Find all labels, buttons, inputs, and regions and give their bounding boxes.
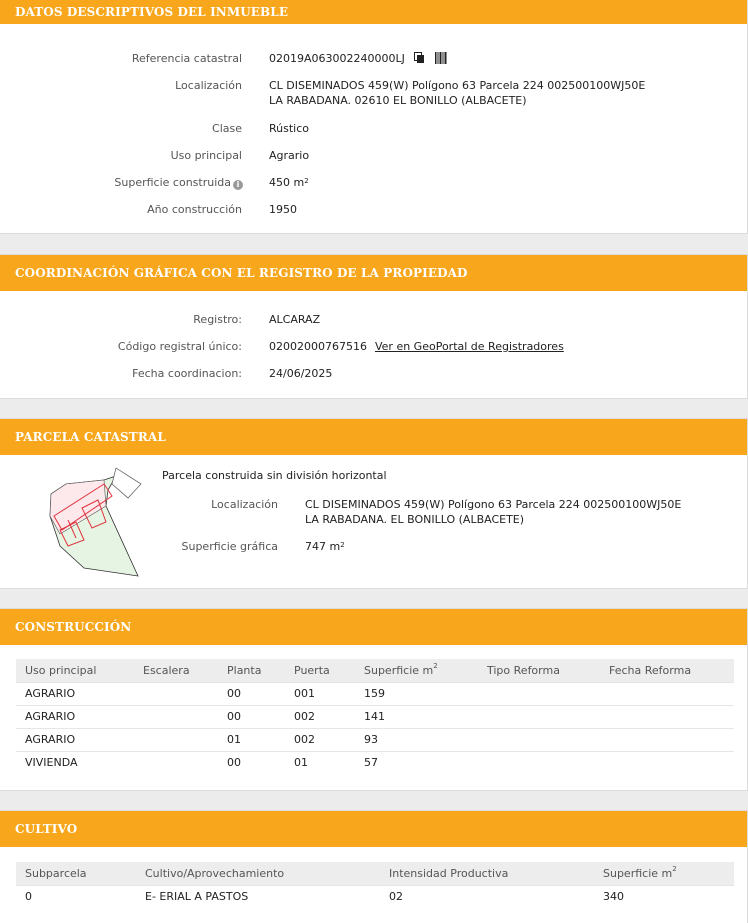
geoportal-link[interactable]: Ver en GeoPortal de Registradores: [374, 340, 564, 353]
row-fecha: [0, 366, 748, 382]
uso-value: Agrario: [269, 149, 310, 162]
col-escalera: Escalera: [134, 659, 218, 682]
col-uso: Uso principal: [16, 659, 134, 682]
clase-value: Rústico: [269, 122, 309, 135]
referencia-value: 02019A063002240000LJ: [269, 52, 405, 65]
parcela-superficie-value: 747 m: [305, 540, 341, 553]
superficie-value: 450 m: [269, 176, 305, 189]
label-parcela-localizacion: Localización: [211, 498, 278, 511]
cultivo-table: [16, 862, 734, 908]
row-uso: [0, 148, 748, 164]
panel-construccion: [0, 608, 748, 791]
parcela-loc-line2: LA RABADANA. EL BONILLO (ALBACETE): [305, 513, 525, 526]
label-codigo: Código registral único:: [117, 340, 242, 353]
info-icon[interactable]: i: [233, 180, 243, 190]
panel-parcela: [0, 418, 748, 589]
construccion-table: [16, 659, 734, 774]
row-registro: [0, 312, 748, 328]
col-puerta: Puerta: [285, 659, 355, 682]
label-registro: Registro:: [193, 313, 242, 326]
table-row: AGRARIO 00 001 159: [16, 682, 734, 705]
panel-datos-descriptivos: [0, 0, 748, 234]
row-parcela-localizacion: [0, 497, 748, 529]
table-row: 0 E- ERIAL A PASTOS 02 340: [16, 885, 734, 908]
unit-exponent: 2: [304, 177, 309, 185]
label-fecha: Fecha coordinacion:: [132, 367, 242, 380]
panel-title: DATOS DESCRIPTIVOS DEL INMUEBLE: [0, 0, 747, 24]
panel-title: COORDINACIÓN GRÁFICA CON EL REGISTRO DE LA PROPIEDAD: [0, 255, 747, 291]
label-referencia: Referencia catastral: [131, 52, 242, 65]
anio-value: 1950: [269, 203, 297, 216]
label-anio: Año construcción: [147, 203, 242, 216]
col-tipo-reforma: Tipo Reforma: [478, 659, 600, 682]
row-anio: [0, 202, 748, 218]
parcela-loc-line1: CL DISEMINADOS 459(W) Polígono 63 Parcela 224 002500100WJ50E: [305, 498, 682, 511]
table-row: VIVIENDA 00 01 57: [16, 751, 734, 774]
row-parcela-superficie: [0, 539, 748, 555]
localizacion-line2: LA RABADANA. 02610 EL BONILLO (ALBACETE): [269, 94, 527, 107]
col-superficie: Superficie $m^2$: [594, 862, 734, 885]
copy-icon[interactable]: [414, 52, 425, 69]
panel-title: CULTIVO: [0, 811, 747, 847]
barcode-icon[interactable]: [435, 52, 447, 69]
panel-title: CONSTRUCCIÓN: [0, 609, 747, 645]
panel-title: PARCELA CATASTRAL: [0, 419, 747, 455]
table-row: AGRARIO 01 002 93: [16, 728, 734, 751]
table-header-row: [16, 862, 734, 885]
unit-exponent: 2: [340, 541, 345, 549]
panel-cultivo: [0, 810, 748, 923]
fecha-value: 24/06/2025: [269, 367, 333, 380]
label-parcela-superficie: Superficie gráfica: [181, 540, 278, 553]
localizacion-line1: CL DISEMINADOS 459(W) Polígono 63 Parcela 224 002500100WJ50E: [269, 79, 646, 92]
annex-building: [112, 468, 141, 498]
codigo-value: 02002000767516: [269, 340, 367, 353]
table-header-row: [16, 659, 734, 682]
row-codigo: [0, 339, 748, 355]
label-localizacion: Localización: [175, 79, 242, 92]
panel-coordinacion: [0, 254, 748, 399]
row-superficie: [0, 175, 748, 191]
col-fecha-reforma: Fecha Reforma: [600, 659, 734, 682]
row-localizacion: [0, 78, 748, 110]
col-planta: Planta: [218, 659, 285, 682]
label-uso: Uso principal: [170, 149, 242, 162]
table-row: AGRARIO 00 002 141: [16, 705, 734, 728]
col-subparcela: Subparcela: [16, 862, 136, 885]
col-superficie: Superficie $m^2$: [355, 659, 478, 682]
registro-value: ALCARAZ: [269, 313, 321, 326]
label-superficie: Superficie construida: [114, 176, 231, 189]
col-cultivo: Cultivo/Aprovechamiento: [136, 862, 380, 885]
row-clase: [0, 121, 748, 137]
row-referencia: [0, 51, 748, 67]
label-clase: Clase: [212, 122, 242, 135]
parcela-descripcion: Parcela construida sin división horizontal: [162, 469, 387, 482]
col-intensidad: Intensidad Productiva: [380, 862, 594, 885]
